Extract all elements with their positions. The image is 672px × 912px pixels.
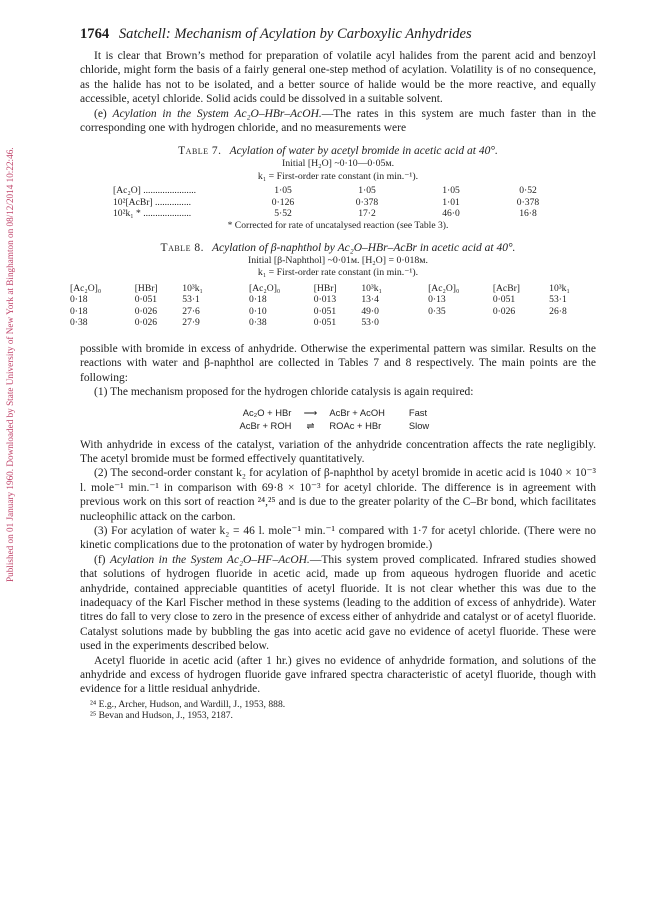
table8-cell: 0·38 (70, 317, 88, 329)
equilibrium-arrow-icon: ⇌ (306, 419, 315, 431)
table8-cell: 0·026 (134, 317, 158, 329)
reaction-step (232, 419, 432, 432)
table7-row-label: 10²[AcBr] ............... (113, 196, 192, 208)
table8-cell: 27·6 (182, 305, 200, 317)
products: ROAc + HBr (329, 419, 382, 431)
table8-cell: 0·051 (492, 294, 516, 306)
paragraph-anhydride-excess: With anhydride in excess of the catalyst, variation of the anhydride concentration affects the rate negligibly. The acetyl bromide must be formed effectively quantitatively. (80, 438, 596, 465)
section-e-label: (e) (94, 107, 107, 120)
table8-cell: 0·18 (70, 294, 88, 306)
page-body (70, 24, 597, 722)
table7-row-label: 10²k₁ * .................... (113, 208, 192, 220)
table7-label: Table 7. (178, 145, 222, 158)
paragraph-point-3: (3) For acylation of water k₂ = 46 l. mole⁻¹ min.⁻¹ compared with 1·7 for acetyl chloride. (There were no kinetic complications due to the protonation of water by hydrogen bromide.) (80, 525, 596, 552)
paragraph-point-2: (2) The second-order constant k₂ for acylation of β-naphthol by acetyl bromide in acetic acid is 1040 × 10⁻³ l. mole⁻¹ min.⁻¹ in comparison with 69·8 × 10⁻³ for acetyl chloride. The difference is in agreement with previous work on this sort of reaction ²⁴,²⁵ and is due to the greater polarity of the C–Br bond, which facilitates nucleophilic attack on the carbon. (80, 467, 596, 523)
table8-row (70, 317, 592, 329)
table8-cell: 26·8 (549, 305, 567, 317)
reaction-step (232, 406, 432, 419)
reactants: Ac₂O + HBr (242, 406, 292, 418)
table8-row (70, 294, 592, 306)
table8-header: [Ac₂O]₀ (70, 282, 102, 294)
table7-footnote: * Corrected for rate of uncatalysed reaction (see Table 3). (227, 219, 449, 231)
table8-label: Table 8. (160, 241, 204, 254)
section-e-text: —The rates in this system are much faster than in the corresponding one with hydrogen chloride, and no measurements were (80, 107, 597, 135)
table8-cell: 0·051 (313, 305, 337, 317)
table8-cell: 0·35 (428, 305, 446, 317)
table7-row (113, 208, 563, 220)
table7-cell: 1·05 (358, 185, 376, 197)
table7-initial: Initial [H₂O] ~0·10—0·05м. (281, 158, 395, 170)
table8-cell: 0·18 (249, 294, 267, 306)
table8-header: [Ac₂O]₀ (428, 282, 460, 294)
download-watermark: Published on 01 January 1960. Downloaded by State University of New York at Binghamton on 08/12/2014 10:22:46. (5, 147, 15, 583)
table8-cell: 53·0 (361, 317, 379, 329)
table7-cell: 0·378 (355, 196, 379, 208)
paragraph-point-1: (1) The mechanism proposed for the hydrogen chloride catalysis is again required: (94, 386, 474, 399)
table8-cell: 53·1 (182, 294, 200, 306)
paragraph-section-f (80, 553, 596, 654)
table8-cell: 0·10 (249, 305, 267, 317)
table8-title: Acylation of β-naphthol by Ac₂O–HBr–AcBr in acetic acid at 40°. (211, 241, 516, 254)
section-f-heading: Acylation in the System Ac₂O–HF–AcOH. (110, 553, 310, 566)
table8-cell: 27·9 (182, 317, 200, 329)
table8-cell: 49·0 (361, 305, 379, 317)
table7-cell: 46·0 (442, 208, 460, 220)
section-f-label: (f) (94, 553, 106, 566)
reaction-scheme (232, 406, 432, 432)
table8-header: 10³k₁ (361, 282, 382, 294)
table8-cell: 0·18 (70, 305, 88, 317)
paragraph-bromide-results: possible with bromide in excess of anhydride. Otherwise the experimental pattern was similar. Results on the reactions with water and β-naphthol are collected in Tables 7 and 8 respectively. The main points are the following: (80, 342, 596, 384)
paragraph-acetyl-fluoride: Acetyl fluoride in acetic acid (after 1 hr.) gives no evidence of anhydride formation, and solutions of the anhydride and excess of hydrogen fluoride gave infrared spectra characteristic of acetyl fluoride, though with evidence for a little residual anhydride. (80, 654, 596, 696)
table7-row (113, 185, 563, 197)
products: AcBr + AcOH (329, 406, 385, 418)
table7-rate-definition: k₁ = First-order rate constant (in min.⁻¹). (257, 170, 419, 182)
table8-cell: 53·1 (549, 294, 567, 306)
table8-cell: 0·026 (492, 305, 516, 317)
table8-initial: Initial [β-Naphthol] ~0·01м. [H₂O] = 0·018м. (248, 254, 428, 266)
running-header (80, 24, 596, 44)
paragraph-section-e (80, 107, 596, 136)
table8-cell: 0·051 (313, 317, 337, 329)
table7-cell: 5·52 (274, 208, 292, 220)
paragraph-brown-method: It is clear that Brown’s method for preparation of volatile acyl halides from the parent acid and benzoyl chloride, might form the basis of a fairly general one-step method of acylation. Volatility is of no consequence, as the halide has not to be isolated, and a better source of halide would be the more reactive, and equally accessible, acetyl chloride. Solid acids could be dissolved in a suitable solvent. (80, 50, 596, 106)
references (80, 699, 596, 722)
table8-header: [HBr] (134, 282, 158, 294)
table8-header: 10³k₁ (182, 282, 203, 294)
page-number: 1764 (80, 26, 110, 42)
reference-item: ²⁵ Bevan and Hudson, J., 1953, 2187. (90, 710, 233, 722)
table7-row-label: [Ac₂O] ...................... (113, 185, 197, 197)
table7-cell: 1·05 (442, 185, 460, 197)
table8-cell (549, 317, 592, 329)
table8-header: [AcBr] (492, 282, 520, 294)
table7-cell: 17·2 (358, 208, 376, 220)
reactants: AcBr + ROH (239, 419, 292, 431)
table8-cell: 0·13 (428, 294, 446, 306)
table7-cell: 16·8 (519, 208, 537, 220)
table7-cell: 0·52 (519, 185, 537, 197)
table8-header: 10³k₁ (549, 282, 570, 294)
table8-cell: 13·4 (361, 294, 379, 306)
table8-header: [Ac₂O]₀ (249, 282, 281, 294)
table7-cell: 1·01 (442, 196, 460, 208)
table8-header: [HBr] (313, 282, 337, 294)
table7-title: Acylation of water by acetyl bromide in acetic acid at 40°. (229, 145, 498, 158)
table7-caption (80, 144, 596, 158)
table7-cell: 0·126 (271, 196, 295, 208)
table7-cell: 1·05 (274, 185, 292, 197)
table7-row (113, 197, 563, 209)
table8-cell: 0·026 (134, 305, 158, 317)
step-rate: Fast (408, 406, 428, 418)
running-title: Satchell: Mechanism of Acylation by Carboxylic Anhydrides (118, 26, 472, 42)
table8-cell (493, 317, 549, 329)
reference-item: ²⁴ E.g., Archer, Hudson, and Wardill, J., 1953, 888. (90, 698, 286, 710)
table8-rate-definition: k₁ = First-order rate constant (in min.⁻¹). (257, 267, 419, 279)
table8-row (70, 306, 592, 318)
table8-header-row (70, 283, 592, 295)
table7-cell: 0·378 (516, 196, 540, 208)
table8-cell: 0·013 (313, 294, 337, 306)
section-e-heading: Acylation in the System Ac₂O–HBr–AcOH. (112, 107, 322, 120)
step-rate: Slow (408, 419, 430, 431)
table8-cell: 0·051 (134, 294, 158, 306)
table8-caption (80, 241, 596, 255)
table8-cell: 0·38 (249, 317, 267, 329)
table7 (113, 185, 563, 220)
table8-cell (428, 317, 493, 329)
forward-arrow-icon: ⟶ (303, 406, 318, 418)
section-f-text: —This system proved complicated. Infrared studies showed that solutions of hydrogen fluoride in acetic acid, made up from aqueous hydrogen fluoride and acetic anhydride, contained appreciable quantities of acetyl fluoride. It is not clear whether this was due to the inadequacy of the Karl Fischer method in these systems (leading to the addition of excess of anhydride). Water titres do fall to very close to zero in the presence of excess either of anhydride and catalyst or of acetyl fluoride. Catalyst solutions made by bubbling the gas into acetic acid gave no evidence of acetyl fluoride. These were used in the experiments described below. (80, 553, 596, 653)
table8 (70, 283, 592, 329)
